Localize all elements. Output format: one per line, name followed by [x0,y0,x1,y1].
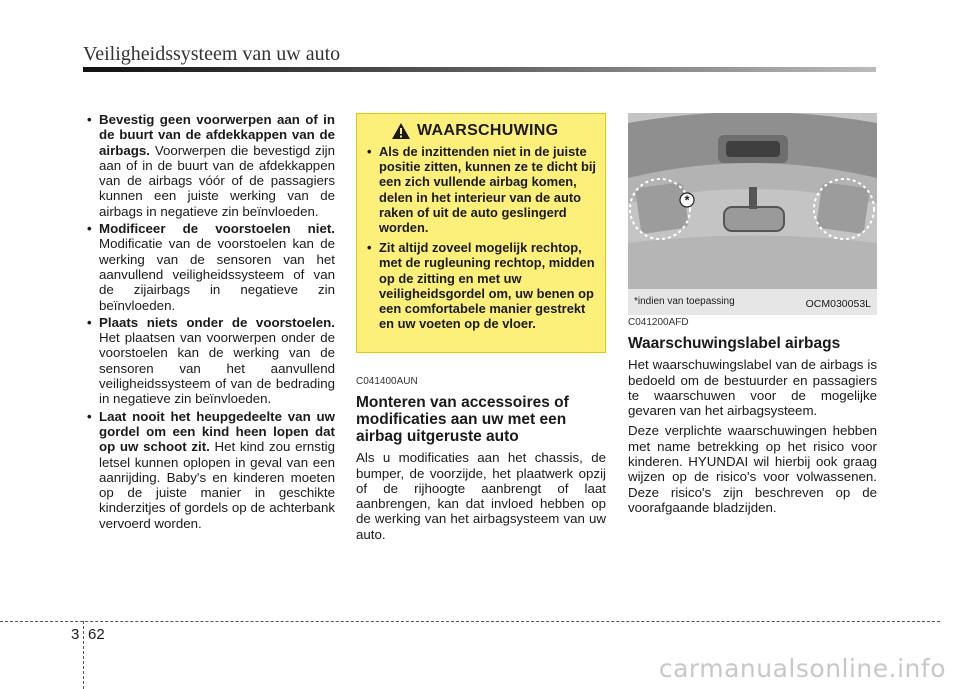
label-section [628,315,877,520]
column-2 [356,374,606,547]
section-body: Als u modificaties aan het chassis, de bumper, de voorzijde, het plaatwerk opzij of de rijhoogte aanbrengt of laat aanbrengen, kan dat invloed hebben op de werking van het airbagsysteem van uw auto. [356,450,606,542]
headliner-illustration [628,113,877,289]
item-lead: Plaats niets onder de voorstoelen. [99,314,335,330]
warning-header [391,122,597,140]
section-body-2: Deze verplichte waarschuwingen hebben met name betrekking op het risico voor kinderen. HYUNDAI wil hierbij ook graag wijzen op de risico's voor volwassenen. Deze risico's zijn beschreven op de voorafgaande bladzijden. [628,423,877,515]
image-reference-code: OCM030053L [805,298,871,310]
section-heading: Waarschuwingslabel airbags [628,335,841,353]
list-item [87,112,335,219]
warning-title: WAARSCHUWING [417,122,559,139]
warning-item: • Zit altijd zoveel mogelijk rechtop, met de rugleuning rechtop, midden op de zitting en met uw veiligheidsgordel om, uw benen op een comfortabele manier gestrekt en uw voeten op de vloer. [367,240,597,331]
chapter-number: 3 [71,626,80,643]
list-item [87,409,335,531]
asterisk-marker-icon [679,192,695,208]
footer-divider [83,621,84,689]
item-lead: Laat nooit het heupgedeelte van uw gordel om een kind heen lopen dat op uw schoot zit. [99,408,335,455]
svg-text:*: * [684,192,690,208]
section-code: C041200AFD [628,317,689,328]
page-title: Veiligheidssysteem van uw auto [83,43,341,65]
page-number: 62 [88,626,105,643]
item-lead: Modificeer de voorstoelen niet. [99,221,335,237]
item-lead: Bevestig geen voorwerpen aan of in de buurt van de afdekkappen van de airbags. [99,112,335,158]
item-text: Modificatie van de voorstoelen kan de werking van de sensoren van het aanvullend veiligheidssysteem of van de zijairbags in negatieve zin beïnvloeden. [99,236,335,313]
list-item [87,221,335,313]
item-text: Het plaatsen van voorwerpen onder de voorstoelen kan de werking van de sensoren van het aanvullend veiligheidssysteem of van de bedrading in negatieve zin beïnvloeden. [99,330,335,407]
warning-triangle-icon [391,122,411,140]
section-heading: Monteren van accessoires of modificaties aan uw met een airbag uitgeruste auto [356,394,569,446]
header-rule [83,67,876,72]
image-caption-note: *indien van toepassing [634,296,735,307]
list-item [87,315,335,407]
item-text: Het kind zou ernstig letsel kunnen oplopen in geval van een aanrijding. Baby's en kinderen moeten op de juiste manier in geschikte kinderzitjes of gordels op de achterbank vervoerd worden. [99,439,336,531]
column-1 [87,112,335,533]
section-code: C041400AUN [356,376,418,387]
item-text: Voorwerpen die bevestigd zijn aan of in de buurt van de afdekkappen van de airbags vóór of de passagiers kunnen een juiste werking van de airbags in negatieve zin beïnvloeden. [99,142,335,219]
footer-rule [0,621,940,622]
warning-list [367,144,597,331]
section-body-1: Het waarschuwingslabel van de airbags is bedoeld om de bestuurder en passagiers te waarschuwen voor de mogelijke gevaren van het airbagsysteem. [628,357,877,419]
watermark: carmanualsonline.info [658,654,946,683]
warning-item: • Als de inzittenden niet in de juiste positie zitten, kunnen ze te dicht bij een zich vullende airbag komen, delen in het interieur van de auto raken of uit de auto geslingerd worden. [367,144,597,235]
image-caption-bar [628,289,877,315]
precaution-list [87,112,335,531]
warning-box [356,113,606,353]
airbag-illustration [628,113,877,315]
